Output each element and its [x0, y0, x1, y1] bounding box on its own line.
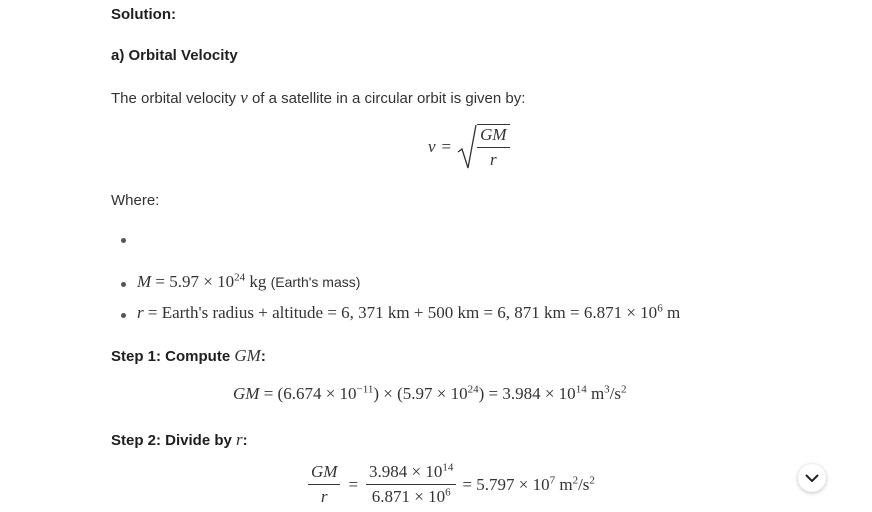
mass-note: (Earth's mass): [270, 274, 361, 290]
step2-equation: [308, 462, 595, 507]
step2-unit-exp-b: 2: [589, 473, 595, 486]
mass-unit: kg: [249, 272, 267, 291]
step2-frac2-den-text: 6.871 × 10: [371, 487, 446, 506]
formula-eq: =: [441, 137, 452, 156]
step2-result-exp: 7: [549, 473, 556, 486]
mass-expr: = 5.97 × 10: [155, 272, 235, 291]
step1-exp-a: −11: [356, 383, 374, 396]
step1-var: GM: [234, 346, 261, 365]
step2-label: Step 2: Divide by: [111, 432, 232, 449]
chevron-down-icon: [805, 474, 819, 483]
step2-heading: [111, 430, 248, 450]
step1-colon: :: [260, 348, 266, 365]
intro-after: of a satellite in a circular orbit is given by:: [251, 90, 526, 107]
mass-exp: 24: [234, 271, 246, 284]
bullet-dot: [121, 282, 126, 287]
step1-exp-c: 14: [575, 383, 587, 396]
formula-fraction: [477, 124, 509, 170]
part-a-heading: a) Orbital Velocity: [111, 47, 238, 64]
step2-frac1-num: GM: [308, 462, 340, 485]
step1-label: Step 1: Compute: [111, 348, 231, 365]
step2-frac2: [366, 462, 456, 507]
radius-exp: 6: [657, 302, 663, 315]
step2-colon: :: [242, 432, 248, 449]
where-label: Where:: [111, 192, 160, 209]
step1-heading: [111, 346, 266, 366]
radius-var: r: [137, 303, 144, 322]
step2-frac2-num-exp: 14: [442, 461, 454, 474]
velocity-formula: [428, 124, 510, 170]
bullet-mass: [137, 272, 360, 292]
intro-var: v: [240, 88, 248, 107]
step1-unit-a: m: [590, 384, 605, 403]
step2-unit-b: /s: [578, 474, 590, 494]
step2-result: [462, 475, 595, 495]
bullet-dot: [121, 313, 126, 318]
empty-bullet: [121, 238, 126, 243]
step2-result-text: = 5.797 × 10: [462, 474, 550, 494]
step2-eq: =: [348, 474, 359, 494]
step2-frac1: [308, 462, 340, 507]
step2-frac2-den-exp: 6: [445, 486, 451, 499]
step1-eq-c: ) = 3.984 × 10: [478, 384, 576, 403]
radius-unit: m: [666, 303, 681, 322]
step1-unit-exp-b: 2: [621, 383, 627, 396]
step1-unit-b: /s: [609, 384, 622, 403]
radius-expr: = Earth's radius + altitude = 6, 371 km + 500 km = 6, 871 km = 6.871 × 10: [147, 303, 658, 322]
step2-unit-exp-a: 2: [572, 473, 579, 486]
step1-equation: [233, 384, 627, 404]
sqrt-radical-icon: [457, 124, 477, 170]
formula-den: r: [490, 149, 497, 169]
step1-exp-b: 24: [467, 383, 479, 396]
step2-var: r: [236, 430, 243, 449]
bullet-radius: [137, 303, 680, 323]
step1-eq-lhs: GM: [233, 384, 260, 403]
mass-var: M: [137, 272, 152, 291]
step1-eq-b: ) × (5.97 × 10: [373, 384, 468, 403]
step2-frac2-num: [366, 462, 456, 485]
step1-unit-exp-a: 3: [604, 383, 610, 396]
step2-frac2-den: [369, 485, 454, 507]
step2-frac1-den: r: [320, 487, 328, 506]
solution-label: Solution:: [111, 6, 176, 23]
intro-before: The orbital velocity: [111, 90, 237, 107]
step2-frac2-num-text: 3.984 × 10: [369, 462, 443, 481]
intro-text: [111, 88, 525, 108]
formula-num: GM: [477, 125, 509, 148]
step2-unit-a: m: [559, 474, 573, 494]
scroll-down-button[interactable]: [798, 464, 826, 492]
step1-eq-a: = (6.674 × 10: [263, 384, 357, 403]
formula-lhs: v: [428, 137, 436, 156]
